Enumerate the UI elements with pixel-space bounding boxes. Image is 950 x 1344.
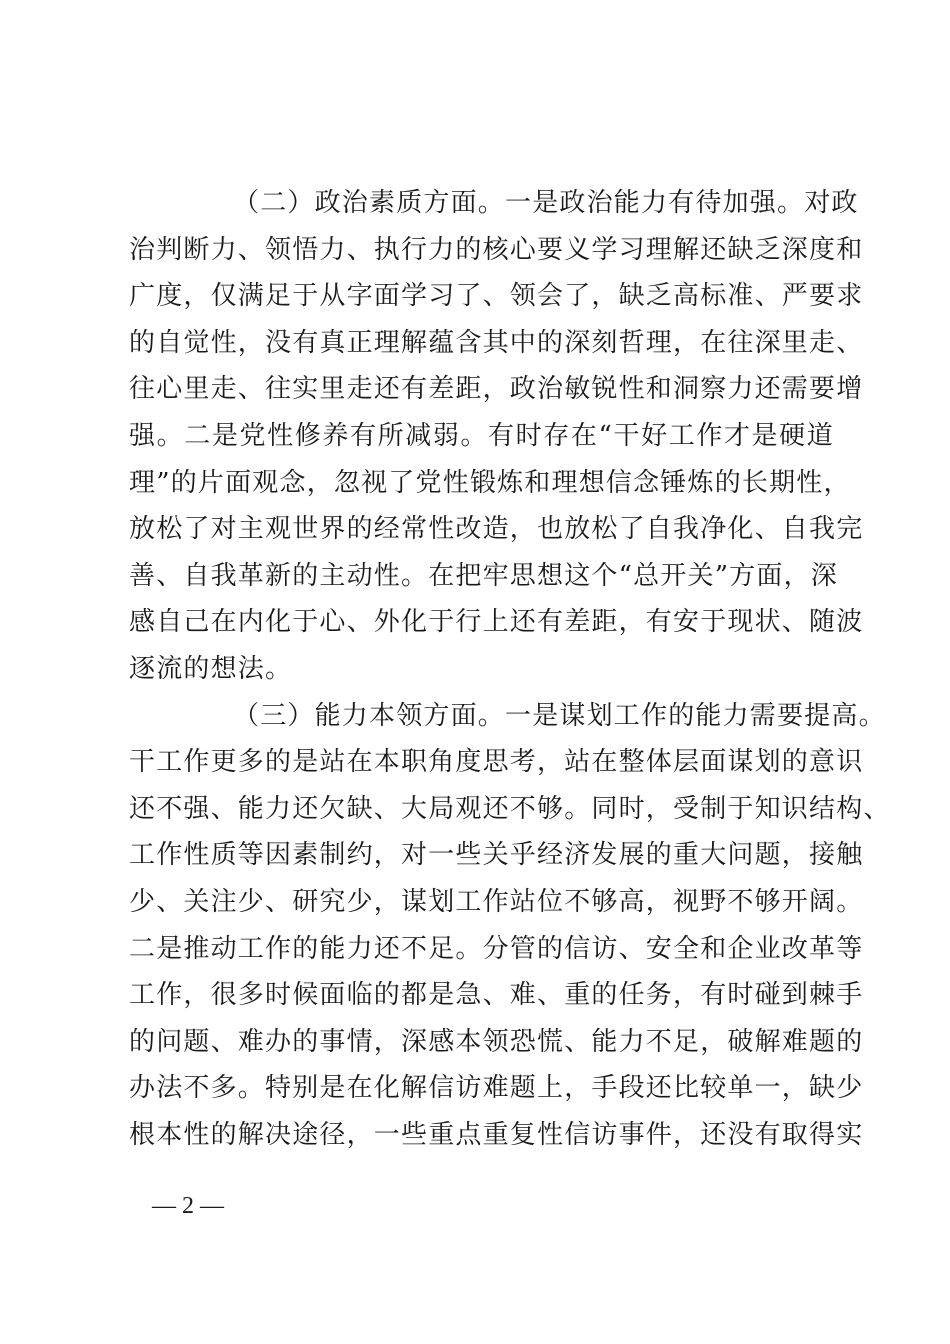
text-line-5: 往心里走、往实里走还有差距，政治敏锐性和洞察力还需要增 <box>129 374 864 405</box>
text-line-7: 理”的片面观念，忽视了党性锻炼和理想信念锤炼的长期性， <box>129 467 851 498</box>
text-line-8: 放松了对主观世界的经常性改造，也放松了自我净化、自我完 <box>129 514 864 545</box>
text-line-10: 感自己在内化于心、外化于行上还有差距，有安于现状、随波 <box>129 607 864 638</box>
text-line-18: 工作，很多时候面临的都是急、难、重的任务，有时碰到棘手 <box>129 980 864 1011</box>
text-line-20: 办法不多。特别是在化解信访难题上，手段还比较单一，缺少 <box>129 1073 864 1104</box>
text-line-6: 强。二是党性修养有所减弱。有时存在“干好工作才是硬道 <box>129 420 834 451</box>
page-number: — 2 — <box>152 1193 224 1219</box>
text-line-3: 广度，仅满足于从字面学习了、领会了，缺乏高标准、严要求 <box>129 281 864 312</box>
text-line-19: 的问题、难办的事情，深感本领恐慌、能力不足，破解难题的 <box>129 1026 864 1057</box>
text-line-11: 逐流的想法。 <box>129 653 293 684</box>
text-line-17: 二是推动工作的能力还不足。分管的信访、安全和企业改革等 <box>129 933 864 964</box>
text-line-9: 善、自我革新的主动性。在把牢思想这个“总开关”方面，深 <box>129 560 838 591</box>
text-line-12: （三）能力本领方面。一是谋划工作的能力需要提高。 <box>233 700 886 731</box>
text-line-21: 根本性的解决途径，一些重点重复性信访事件，还没有取得实 <box>129 1119 864 1150</box>
text-line-4: 的自觉性，没有真正理解蕴含其中的深刻哲理，在往深里走、 <box>129 327 864 358</box>
text-line-15: 工作性质等因素制约，对一些关乎经济发展的重大问题，接触 <box>129 840 864 871</box>
text-line-2: 治判断力、领悟力、执行力的核心要义学习理解还缺乏深度和 <box>129 234 864 265</box>
text-line-14: 还不强、能力还欠缺、大局观还不够。同时，受制于知识结构、 <box>129 793 891 824</box>
document-body <box>129 180 891 1158</box>
text-line-13: 干工作更多的是站在本职角度思考，站在整体层面谋划的意识 <box>129 747 864 778</box>
text-line-16: 少、关注少、研究少，谋划工作站位不够高，视野不够开阔。 <box>129 886 864 917</box>
text-line-1: （二）政治素质方面。一是政治能力有待加强。对政 <box>233 188 859 218</box>
